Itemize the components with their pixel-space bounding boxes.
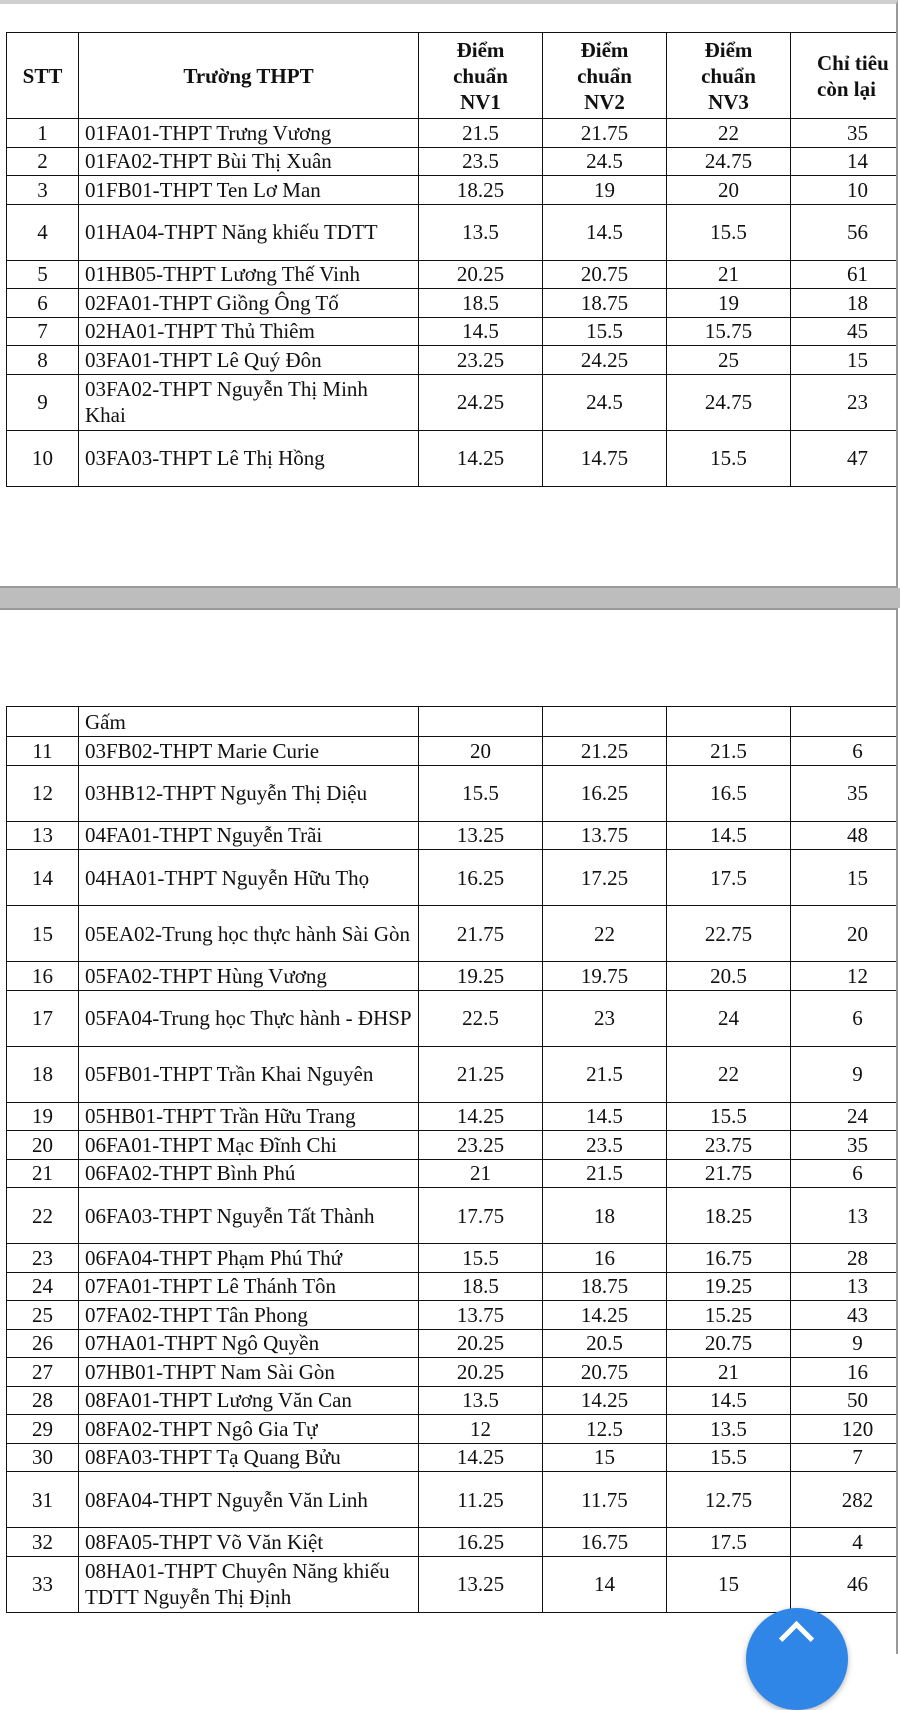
table-row [7,289,899,318]
nv3-cell: 20 [667,176,791,205]
nv1-cell: 13.5 [419,1386,543,1415]
nv2-cell: 20.75 [543,1358,667,1387]
quota-cell: 14 [791,147,899,176]
nv1-cell: 20.25 [419,260,543,289]
school-cell: 02HA01-THPT Thủ Thiêm [79,317,419,346]
table-row [7,1301,899,1330]
school-cell: 03FA01-THPT Lê Quý Đôn [79,346,419,375]
table-row [7,1528,899,1557]
nv1-cell: 15.5 [419,765,543,821]
table-row [7,147,899,176]
table-row [7,1102,899,1131]
nv1-cell: 20.25 [419,1329,543,1358]
continuation-school-cell: Gấm [79,707,419,737]
nv3-cell: 13.5 [667,1415,791,1444]
quota-cell: 56 [791,204,899,260]
stt-cell: 33 [7,1556,79,1612]
school-cell: 07FA01-THPT Lê Thánh Tôn [79,1272,419,1301]
nv2-cell: 14.25 [543,1386,667,1415]
table-row [7,1159,899,1188]
document-page-1 [0,0,898,588]
nv1-cell: 23.25 [419,346,543,375]
continuation-nv3-cell [667,707,791,737]
nv1-cell: 24.25 [419,374,543,430]
nv1-cell: 17.75 [419,1188,543,1244]
nv3-cell: 24.75 [667,374,791,430]
table-row [7,1244,899,1273]
stt-cell: 25 [7,1301,79,1330]
header-nv3-line3: NV3 [708,89,749,114]
cutoff-score-table-page-1 [6,32,898,487]
school-cell: 01FA02-THPT Bùi Thị Xuân [79,147,419,176]
header-nv2-line3: NV2 [584,89,625,114]
table-row [7,821,899,850]
table-row [7,850,899,906]
nv1-cell: 13.25 [419,821,543,850]
stt-cell: 13 [7,821,79,850]
quota-cell: 15 [791,850,899,906]
quota-cell: 28 [791,1244,899,1273]
school-cell: 07HA01-THPT Ngô Quyền [79,1329,419,1358]
quota-cell: 6 [791,990,899,1046]
quota-cell: 45 [791,317,899,346]
quota-cell: 35 [791,765,899,821]
nv1-cell: 14.5 [419,317,543,346]
nv1-cell: 21 [419,1159,543,1188]
nv2-cell: 21.5 [543,1159,667,1188]
nv2-cell: 22 [543,906,667,962]
stt-cell: 4 [7,204,79,260]
nv2-cell: 13.75 [543,821,667,850]
school-cell: 08FA05-THPT Võ Văn Kiệt [79,1528,419,1557]
table-row [7,346,899,375]
school-cell: 03FA02-THPT Nguyễn Thị Minh Khai [79,374,419,430]
table-row [7,1272,899,1301]
quota-cell: 4 [791,1528,899,1557]
nv2-cell: 14.75 [543,430,667,486]
nv3-cell: 12.75 [667,1472,791,1528]
quota-cell: 6 [791,737,899,766]
header-nv3-line1: Điểm [704,37,753,62]
quota-cell: 61 [791,260,899,289]
stt-cell: 21 [7,1159,79,1188]
nv3-cell: 15.5 [667,430,791,486]
quota-cell: 120 [791,1415,899,1444]
table-row [7,1329,899,1358]
stt-cell: 29 [7,1415,79,1444]
school-cell: 04FA01-THPT Nguyễn Trãi [79,821,419,850]
nv2-cell: 20.75 [543,260,667,289]
table-row [7,737,899,766]
nv2-cell: 14.25 [543,1301,667,1330]
nv3-cell: 21 [667,260,791,289]
table-row [7,1556,899,1612]
stt-cell: 31 [7,1472,79,1528]
quota-cell: 47 [791,430,899,486]
quota-cell: 23 [791,374,899,430]
chevron-up-icon [779,1621,814,1656]
header-nv2-line1: Điểm [580,37,629,62]
nv3-cell: 22.75 [667,906,791,962]
nv3-cell: 25 [667,346,791,375]
stt-cell: 26 [7,1329,79,1358]
nv3-cell: 14.5 [667,1386,791,1415]
table-row [7,765,899,821]
stt-cell: 16 [7,962,79,991]
stt-cell: 2 [7,147,79,176]
header-nv1-line3: NV1 [460,89,501,114]
school-cell: 08FA02-THPT Ngô Gia Tự [79,1415,419,1444]
nv2-cell: 15.5 [543,317,667,346]
quota-cell: 9 [791,1329,899,1358]
school-cell: 06FA01-THPT Mạc Đĩnh Chi [79,1131,419,1160]
stt-cell: 19 [7,1102,79,1131]
school-cell: 01HB05-THPT Lương Thế Vinh [79,260,419,289]
stt-cell: 20 [7,1131,79,1160]
table-row [7,176,899,205]
nv2-cell: 23.5 [543,1131,667,1160]
nv3-cell: 15 [667,1556,791,1612]
nv2-cell: 17.25 [543,850,667,906]
nv1-cell: 20.25 [419,1358,543,1387]
stt-cell: 22 [7,1188,79,1244]
page-separator [0,588,900,608]
nv2-cell: 18.75 [543,289,667,318]
quota-cell: 48 [791,821,899,850]
nv2-cell: 24.5 [543,374,667,430]
school-cell: 03FA03-THPT Lê Thị Hồng [79,430,419,486]
nv1-cell: 14.25 [419,1102,543,1131]
nv3-cell: 24 [667,990,791,1046]
quota-cell: 18 [791,289,899,318]
header-nv3 [667,33,791,119]
school-cell: 06FA04-THPT Phạm Phú Thứ [79,1244,419,1273]
nv3-cell: 15.5 [667,204,791,260]
nv3-cell: 23.75 [667,1131,791,1160]
stt-cell: 27 [7,1358,79,1387]
table-row [7,1188,899,1244]
stt-cell: 10 [7,430,79,486]
quota-cell: 13 [791,1188,899,1244]
continuation-nv2-cell [543,707,667,737]
table-row [7,1443,899,1472]
document-page-2 [0,608,898,1654]
stt-cell: 11 [7,737,79,766]
table-body-page-2 [7,707,899,1613]
school-cell: 07HB01-THPT Nam Sài Gòn [79,1358,419,1387]
quota-cell: 7 [791,1443,899,1472]
header-quota-line1: Chỉ tiêu [817,50,889,75]
nv2-cell: 18 [543,1188,667,1244]
nv1-cell: 19.25 [419,962,543,991]
school-cell: 03HB12-THPT Nguyễn Thị Diệu [79,765,419,821]
nv2-cell: 11.75 [543,1472,667,1528]
stt-cell: 17 [7,990,79,1046]
header-nv1-line1: Điểm [456,37,505,62]
nv2-cell: 19.75 [543,962,667,991]
nv2-cell: 16.25 [543,765,667,821]
nv2-cell: 12.5 [543,1415,667,1444]
quota-cell: 24 [791,1102,899,1131]
quota-cell: 6 [791,1159,899,1188]
nv1-cell: 14.25 [419,430,543,486]
school-cell: 07FA02-THPT Tân Phong [79,1301,419,1330]
table-row [7,962,899,991]
quota-cell: 43 [791,1301,899,1330]
header-school: Trường THPT [79,33,419,119]
nv1-cell: 16.25 [419,850,543,906]
quota-cell: 46 [791,1556,899,1612]
nv2-cell: 24.25 [543,346,667,375]
table-row [7,260,899,289]
table-row [7,1046,899,1102]
stt-cell: 7 [7,317,79,346]
stt-cell: 32 [7,1528,79,1557]
school-cell: 08FA04-THPT Nguyễn Văn Linh [79,1472,419,1528]
header-nv2-line2: chuẩn [577,63,632,88]
nv3-cell: 22 [667,1046,791,1102]
stt-cell: 28 [7,1386,79,1415]
nv2-cell: 16.75 [543,1528,667,1557]
nv1-cell: 20 [419,737,543,766]
stt-cell: 8 [7,346,79,375]
table-row [7,990,899,1046]
nv3-cell: 15.5 [667,1443,791,1472]
quota-cell: 35 [791,119,899,148]
nv2-cell: 14.5 [543,204,667,260]
nv3-cell: 21.5 [667,737,791,766]
nv1-cell: 18.25 [419,176,543,205]
nv1-cell: 21.75 [419,906,543,962]
nv2-cell: 18.75 [543,1272,667,1301]
nv1-cell: 23.25 [419,1131,543,1160]
nv3-cell: 24.75 [667,147,791,176]
cutoff-score-table-page-2 [6,706,898,1613]
school-cell: 04HA01-THPT Nguyễn Hữu Thọ [79,850,419,906]
table-row [7,204,899,260]
header-nv1 [419,33,543,119]
nv1-cell: 13.25 [419,1556,543,1612]
nv3-cell: 15.75 [667,317,791,346]
school-cell: 01FB01-THPT Ten Lơ Man [79,176,419,205]
nv1-cell: 12 [419,1415,543,1444]
nv1-cell: 18.5 [419,289,543,318]
school-cell: 05FA04-Trung học Thực hành - ĐHSP [79,990,419,1046]
school-cell: 05FA02-THPT Hùng Vương [79,962,419,991]
nv3-cell: 16.5 [667,765,791,821]
nv1-cell: 14.25 [419,1443,543,1472]
school-cell: 01FA01-THPT Trưng Vương [79,119,419,148]
school-cell: 08HA01-THPT Chuyên Năng khiếu TDTT Nguyễn Thị Định [79,1556,419,1612]
quota-cell: 50 [791,1386,899,1415]
nv2-cell: 21.5 [543,1046,667,1102]
stt-cell: 15 [7,906,79,962]
school-cell: 05HB01-THPT Trần Hữu Trang [79,1102,419,1131]
nv3-cell: 20.5 [667,962,791,991]
quota-cell: 16 [791,1358,899,1387]
stt-cell: 5 [7,260,79,289]
nv2-cell: 21.75 [543,119,667,148]
nv3-cell: 16.75 [667,1244,791,1273]
table-row [7,1472,899,1528]
nv1-cell: 21.25 [419,1046,543,1102]
header-quota [791,33,899,119]
nv1-cell: 22.5 [419,990,543,1046]
stt-cell: 3 [7,176,79,205]
nv1-cell: 23.5 [419,147,543,176]
school-cell: 05FB01-THPT Trần Khai Nguyên [79,1046,419,1102]
stt-cell: 23 [7,1244,79,1273]
nv1-cell: 11.25 [419,1472,543,1528]
nv3-cell: 17.5 [667,850,791,906]
nv3-cell: 21.75 [667,1159,791,1188]
nv2-cell: 14 [543,1556,667,1612]
nv2-cell: 16 [543,1244,667,1273]
quota-cell: 282 [791,1472,899,1528]
nv2-cell: 21.25 [543,737,667,766]
quota-cell: 35 [791,1131,899,1160]
school-cell: 08FA03-THPT Tạ Quang Bửu [79,1443,419,1472]
nv2-cell: 24.5 [543,147,667,176]
quota-cell: 12 [791,962,899,991]
quota-cell: 13 [791,1272,899,1301]
stt-cell: 1 [7,119,79,148]
nv2-cell: 15 [543,1443,667,1472]
school-cell: 01HA04-THPT Năng khiếu TDTT [79,204,419,260]
stt-cell: 6 [7,289,79,318]
nv3-cell: 19.25 [667,1272,791,1301]
table-row [7,1358,899,1387]
table-row [7,1415,899,1444]
nv2-cell: 14.5 [543,1102,667,1131]
nv3-cell: 15.25 [667,1301,791,1330]
quota-cell: 20 [791,906,899,962]
school-cell: 06FA02-THPT Bình Phú [79,1159,419,1188]
nv1-cell: 18.5 [419,1272,543,1301]
table-row [7,430,899,486]
nv3-cell: 22 [667,119,791,148]
table-row [7,119,899,148]
stt-cell: 14 [7,850,79,906]
nv3-cell: 21 [667,1358,791,1387]
school-cell: 05EA02-Trung học thực hành Sài Gòn [79,906,419,962]
stt-cell: 30 [7,1443,79,1472]
continuation-nv1-cell [419,707,543,737]
stt-cell: 24 [7,1272,79,1301]
school-cell: 08FA01-THPT Lương Văn Can [79,1386,419,1415]
stt-cell: 18 [7,1046,79,1102]
continuation-quota-cell [791,707,899,737]
nv2-cell: 20.5 [543,1329,667,1358]
nv1-cell: 13.75 [419,1301,543,1330]
continuation-stt-cell [7,707,79,737]
nv1-cell: 15.5 [419,1244,543,1273]
table-body-page-1 [7,119,899,487]
table-row [7,317,899,346]
nv1-cell: 21.5 [419,119,543,148]
school-cell: 06FA03-THPT Nguyễn Tất Thành [79,1188,419,1244]
header-stt: STT [7,33,79,119]
nv3-cell: 18.25 [667,1188,791,1244]
table-row [7,1386,899,1415]
table-row [7,374,899,430]
quota-cell: 9 [791,1046,899,1102]
nv2-cell: 19 [543,176,667,205]
continuation-row [7,707,899,737]
table-row [7,906,899,962]
header-nv3-line2: chuẩn [701,63,756,88]
nv2-cell: 23 [543,990,667,1046]
quota-cell: 15 [791,346,899,375]
nv1-cell: 16.25 [419,1528,543,1557]
quota-cell: 10 [791,176,899,205]
nv1-cell: 13.5 [419,204,543,260]
nv3-cell: 17.5 [667,1528,791,1557]
header-nv1-line2: chuẩn [453,63,508,88]
nv3-cell: 15.5 [667,1102,791,1131]
header-nv2 [543,33,667,119]
stt-cell: 9 [7,374,79,430]
table-header-row [7,33,899,119]
school-cell: 02FA01-THPT Giồng Ông Tố [79,289,419,318]
school-cell: 03FB02-THPT Marie Curie [79,737,419,766]
table-row [7,1131,899,1160]
stt-cell: 12 [7,765,79,821]
scroll-to-top-button[interactable] [746,1608,848,1710]
header-quota-line2: còn lại [817,76,876,101]
nv3-cell: 19 [667,289,791,318]
nv3-cell: 14.5 [667,821,791,850]
nv3-cell: 20.75 [667,1329,791,1358]
